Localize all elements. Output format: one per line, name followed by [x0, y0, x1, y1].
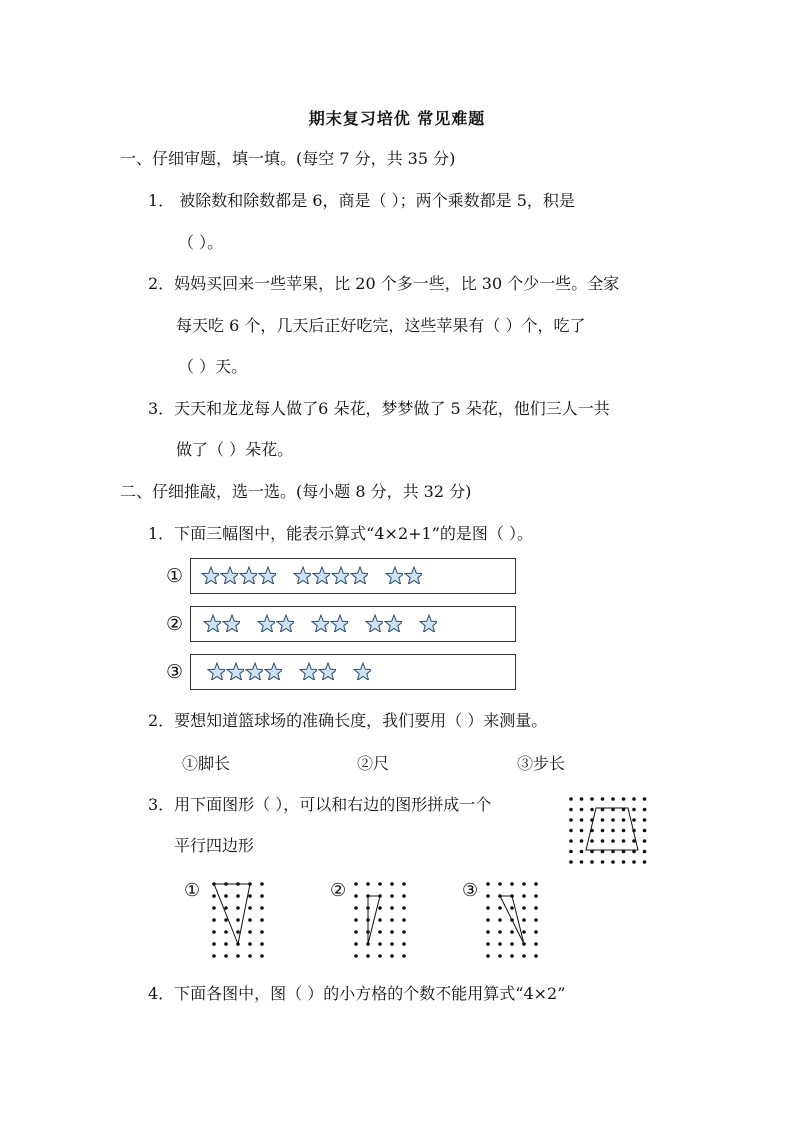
s2-q3-line1: 3．用下面图形（ ），可以和右边的图形拼成一个 [148, 795, 492, 814]
star-icon [239, 566, 257, 584]
star-icon [365, 614, 383, 632]
s2-q3-line2: 平行四边形 [174, 836, 255, 855]
star-icon [245, 662, 263, 680]
s2-q2-choice-1: ①脚长 [182, 754, 231, 773]
star-icon [384, 614, 402, 632]
star-icon [299, 662, 317, 680]
s1-q2-line3: （ ）天。 [178, 357, 248, 376]
trapezoid-dot-grid [566, 794, 652, 866]
star-icon [404, 566, 422, 584]
section2-heading: 二、仔细推敲，选一选。(每小题 8 分，共 32 分) [120, 482, 472, 501]
s1-q3-line1: 3．天天和龙龙每人做了6 朵花，梦梦做了 5 朵花，他们三人一共 [148, 399, 610, 418]
choice-1-dot-grid [208, 878, 270, 962]
star-icon [226, 662, 244, 680]
s1-q1-line2: （ ）。 [178, 233, 224, 252]
section1-heading: 一、仔细审题，填一填。(每空 7 分，共 35 分) [120, 149, 456, 168]
choice-3-triangle [500, 896, 524, 944]
page-title: 期末复习培优 常见难题 [308, 109, 486, 128]
star-icon [222, 614, 240, 632]
s2-q4-text: 4．下面各图中，图（ ）的小方格的个数不能用算式“4×2” [148, 984, 566, 1003]
star-icon [419, 614, 437, 632]
option-3-label: ③ [166, 661, 184, 683]
star-icon [330, 614, 348, 632]
trapezoid-shape [586, 808, 638, 850]
star-box-2 [190, 606, 516, 642]
star-icon [257, 614, 275, 632]
choice-2-dot-grid [350, 878, 412, 962]
s2-q3-choice-3: ③ [462, 880, 479, 901]
s2-q2-text: 2．要想知道篮球场的准确长度，我们要用（ ）来测量。 [148, 711, 548, 730]
s2-q2-choice-3: ③步长 [517, 754, 566, 773]
star-icon [312, 566, 330, 584]
option-1-label: ① [166, 565, 184, 587]
star-icon [293, 566, 311, 584]
star-icon [311, 614, 329, 632]
s1-q2-line2: 每天吃 6 个，几天后正好吃完，这些苹果有（ ）个，吃了 [176, 316, 586, 335]
star-icon [220, 566, 238, 584]
star-icon [350, 566, 368, 584]
s2-q3-choice-1: ① [184, 880, 201, 901]
choice-3-dot-grid [482, 878, 544, 962]
s1-q3-line2: 做了（ ）朵花。 [176, 440, 294, 459]
star-icon [207, 662, 225, 680]
s1-q2-line1: 2．妈妈买回来一些苹果，比 20 个多一些，比 30 个少一些。全家 [148, 274, 620, 293]
star-icon [201, 566, 219, 584]
option-2-label: ② [166, 613, 184, 635]
star-icon [318, 662, 336, 680]
star-icon [331, 566, 349, 584]
s2-q1-text: 1．下面三幅图中，能表示算式“4×2+1”的是图（ ）。 [148, 524, 533, 543]
star-icon [276, 614, 294, 632]
star-icon [203, 614, 221, 632]
s2-q3-choice-2: ② [330, 880, 347, 901]
star-icon [264, 662, 282, 680]
star-icon [353, 662, 371, 680]
s1-q1-line1: 1． 被除数和除数都是 6，商是（ ）；两个乘数都是 5，积是 [148, 191, 575, 210]
s2-q2-choice-2: ②尺 [357, 754, 390, 773]
star-icon [258, 566, 276, 584]
star-box-1 [190, 558, 516, 594]
star-box-3 [190, 654, 516, 690]
star-icon [385, 566, 403, 584]
choice-1-triangle [214, 884, 250, 944]
